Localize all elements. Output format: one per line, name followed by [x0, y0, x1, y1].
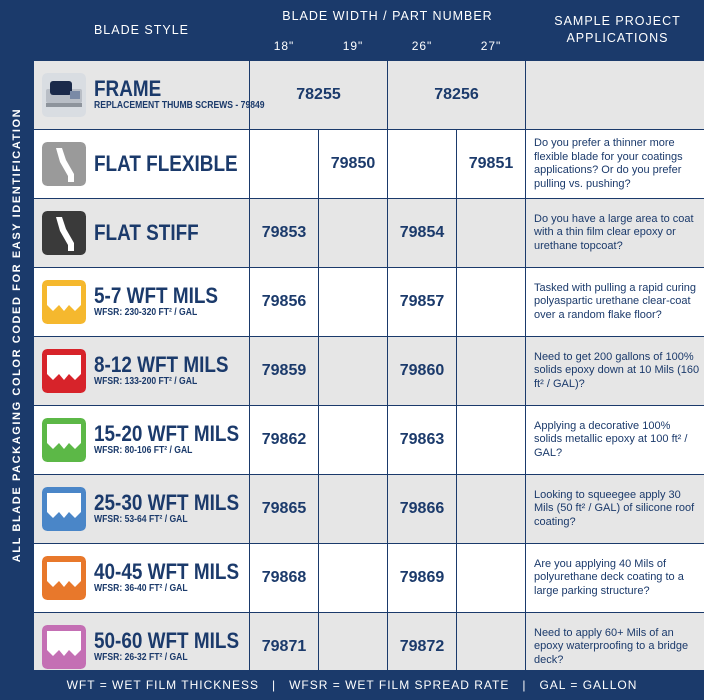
part-number-cell: [457, 199, 525, 267]
header-width-19: 19": [319, 32, 387, 60]
part-number-cell: [319, 475, 387, 543]
application-text: Do you have a large area to coat with a thin film clear epoxy or urethane topcoat?: [534, 212, 694, 252]
application-text: Need to apply 60+ Mils of an epoxy waterproofing to a bridge deck?: [534, 626, 689, 666]
blade-style-cell: [34, 61, 265, 129]
application-cell: [526, 61, 704, 129]
blade-subtitle: WFSR: 80-106 FT² / GAL: [94, 445, 193, 456]
part-number: 79851: [468, 155, 514, 172]
blade-subtitle: WFSR: 26-32 FT² / GAL: [94, 652, 188, 663]
part-number-cell: [319, 544, 387, 612]
part-number: 79862: [261, 431, 307, 448]
blade-name: 50-60 WFT MILS: [94, 628, 240, 653]
blade-style-cell: [34, 475, 249, 543]
part-number-cell: [388, 544, 456, 612]
application-cell: [526, 337, 704, 405]
part-number: 79868: [261, 569, 307, 586]
footer-legend: [0, 670, 704, 700]
blade-name: 5-7 WFT MILS: [94, 283, 219, 308]
part-number-cell: [250, 61, 387, 129]
part-number-cell: [319, 199, 387, 267]
part-number-cell: [388, 475, 456, 543]
part-number-cell: [388, 406, 456, 474]
squeegee-notch-icon: [42, 418, 86, 462]
application-text: Need to get 200 gallons of 100% solids epoxy down at 10 Mils (160 ft² / GAL)?: [534, 350, 700, 390]
squeegee-notch-icon: [42, 349, 86, 393]
blade-name: 25-30 WFT MILS: [94, 490, 240, 515]
part-number-cell: [388, 199, 456, 267]
blade-subtitle: WFSR: 36-40 FT² / GAL: [94, 583, 188, 594]
part-number: 79866: [399, 500, 445, 517]
application-cell: [526, 268, 704, 336]
part-number-cell: [319, 130, 387, 198]
part-number: 79865: [261, 500, 307, 517]
blade-name: FRAME: [94, 76, 162, 101]
blade-name: FLAT STIFF: [94, 220, 199, 245]
part-number: 78255: [296, 86, 341, 103]
part-number: 79857: [399, 293, 445, 310]
part-number-cell: [250, 475, 318, 543]
blade-name: 8-12 WFT MILS: [94, 352, 229, 377]
part-number-cell: [457, 337, 525, 405]
application-text: Applying a decorative 100% solids metallic epoxy at 100 ft² / GAL?: [534, 419, 688, 459]
blade-name-block: [94, 423, 263, 457]
part-number-cell: [250, 337, 318, 405]
blade-name-block: [94, 222, 216, 244]
blade-table: [34, 0, 704, 670]
part-number: 79859: [261, 362, 307, 379]
side-banner: [0, 0, 34, 670]
blade-name: FLAT FLEXIBLE: [94, 151, 238, 176]
blade-name: 40-45 WFT MILS: [94, 559, 240, 584]
application-cell: [526, 544, 704, 612]
frame-icon: [42, 73, 86, 117]
part-number: 79856: [261, 293, 307, 310]
part-number-cell: [457, 475, 525, 543]
part-number-cell: [457, 544, 525, 612]
footer-legend-text: WFT = WET FILM THICKNESS | WFSR = WET FILM SPREAD RATE | GAL = GALLON: [66, 678, 638, 692]
blade-style-cell: [34, 337, 249, 405]
part-number: 79860: [399, 362, 445, 379]
part-number: 79872: [399, 638, 445, 655]
part-number-cell: [319, 268, 387, 336]
squeegee-notch-icon: [42, 556, 86, 600]
application-cell: [526, 406, 704, 474]
stiff-blade-icon: [42, 211, 86, 255]
part-number: 79871: [261, 638, 307, 655]
header-width-27: 27": [457, 32, 525, 60]
blade-name-block: [94, 285, 238, 319]
part-number-cell: [250, 268, 318, 336]
header-blade-style: BLADE STYLE: [34, 0, 249, 60]
blade-name-block: [94, 78, 292, 112]
part-number-cell: [250, 199, 318, 267]
side-banner-text: ALL BLADE PACKAGING COLOR CODED FOR EASY IDENTIFICATION: [11, 107, 24, 563]
blade-name: 15-20 WFT MILS: [94, 421, 240, 446]
part-number-cell: [457, 268, 525, 336]
flexible-blade-icon: [42, 142, 86, 186]
application-cell: [526, 130, 704, 198]
blade-style-cell: [34, 544, 249, 612]
part-number-cell: [457, 406, 525, 474]
blade-subtitle: REPLACEMENT THUMB SCREWS - 79849: [94, 100, 265, 111]
part-number: 79869: [399, 569, 445, 586]
header-width-18: 18": [250, 32, 318, 60]
part-number-cell: [250, 544, 318, 612]
part-number-cell: [250, 406, 318, 474]
squeegee-notch-icon: [42, 487, 86, 531]
application-text: Tasked with pulling a rapid curing polyaspartic urethane clear-coat over a random flake floor?: [534, 281, 697, 321]
header-width-26: 26": [388, 32, 456, 60]
part-number: 78256: [434, 86, 479, 103]
squeegee-notch-icon: [42, 625, 86, 669]
part-number: 79863: [399, 431, 445, 448]
application-cell: [526, 475, 704, 543]
blade-style-cell: [34, 130, 249, 198]
blade-name-block: [94, 153, 261, 175]
application-text: Do you prefer a thinner more flexible blade for your coatings applications? Or do you prefer pulling vs. pushing?: [534, 137, 683, 190]
part-number: 79854: [399, 224, 445, 241]
application-text: Looking to squeegee apply 30 Mils (50 ft² / GAL) of silicone roof coating?: [534, 488, 695, 528]
blade-name-block: [94, 492, 263, 526]
header-sample-project: SAMPLE PROJECT APPLICATIONS: [526, 0, 704, 60]
part-number-cell: [388, 337, 456, 405]
part-number-cell: [319, 406, 387, 474]
part-number-cell: [319, 337, 387, 405]
part-number-cell: [388, 268, 456, 336]
blade-subtitle: WFSR: 133-200 FT² / GAL: [94, 376, 198, 387]
blade-subtitle: WFSR: 53-64 FT² / GAL: [94, 514, 188, 525]
part-number-cell: [250, 130, 318, 198]
application-text: Are you applying 40 Mils of polyurethane deck coating to a large parking structure?: [534, 557, 684, 597]
application-cell: [526, 199, 704, 267]
squeegee-notch-icon: [42, 280, 86, 324]
blade-name-block: [94, 630, 263, 664]
header-blade-width: BLADE WIDTH / PART NUMBER: [250, 0, 525, 31]
part-number-cell: [388, 130, 456, 198]
part-number-cell: [457, 130, 525, 198]
blade-style-cell: [34, 268, 249, 336]
part-number: 79853: [261, 224, 307, 241]
blade-style-cell: [34, 199, 249, 267]
blade-style-cell: [34, 406, 249, 474]
blade-name-block: [94, 561, 263, 595]
blade-subtitle: WFSR: 230-320 FT² / GAL: [94, 307, 198, 318]
part-number: 79850: [330, 155, 376, 172]
blade-name-block: [94, 354, 250, 388]
part-number-cell: [388, 61, 525, 129]
